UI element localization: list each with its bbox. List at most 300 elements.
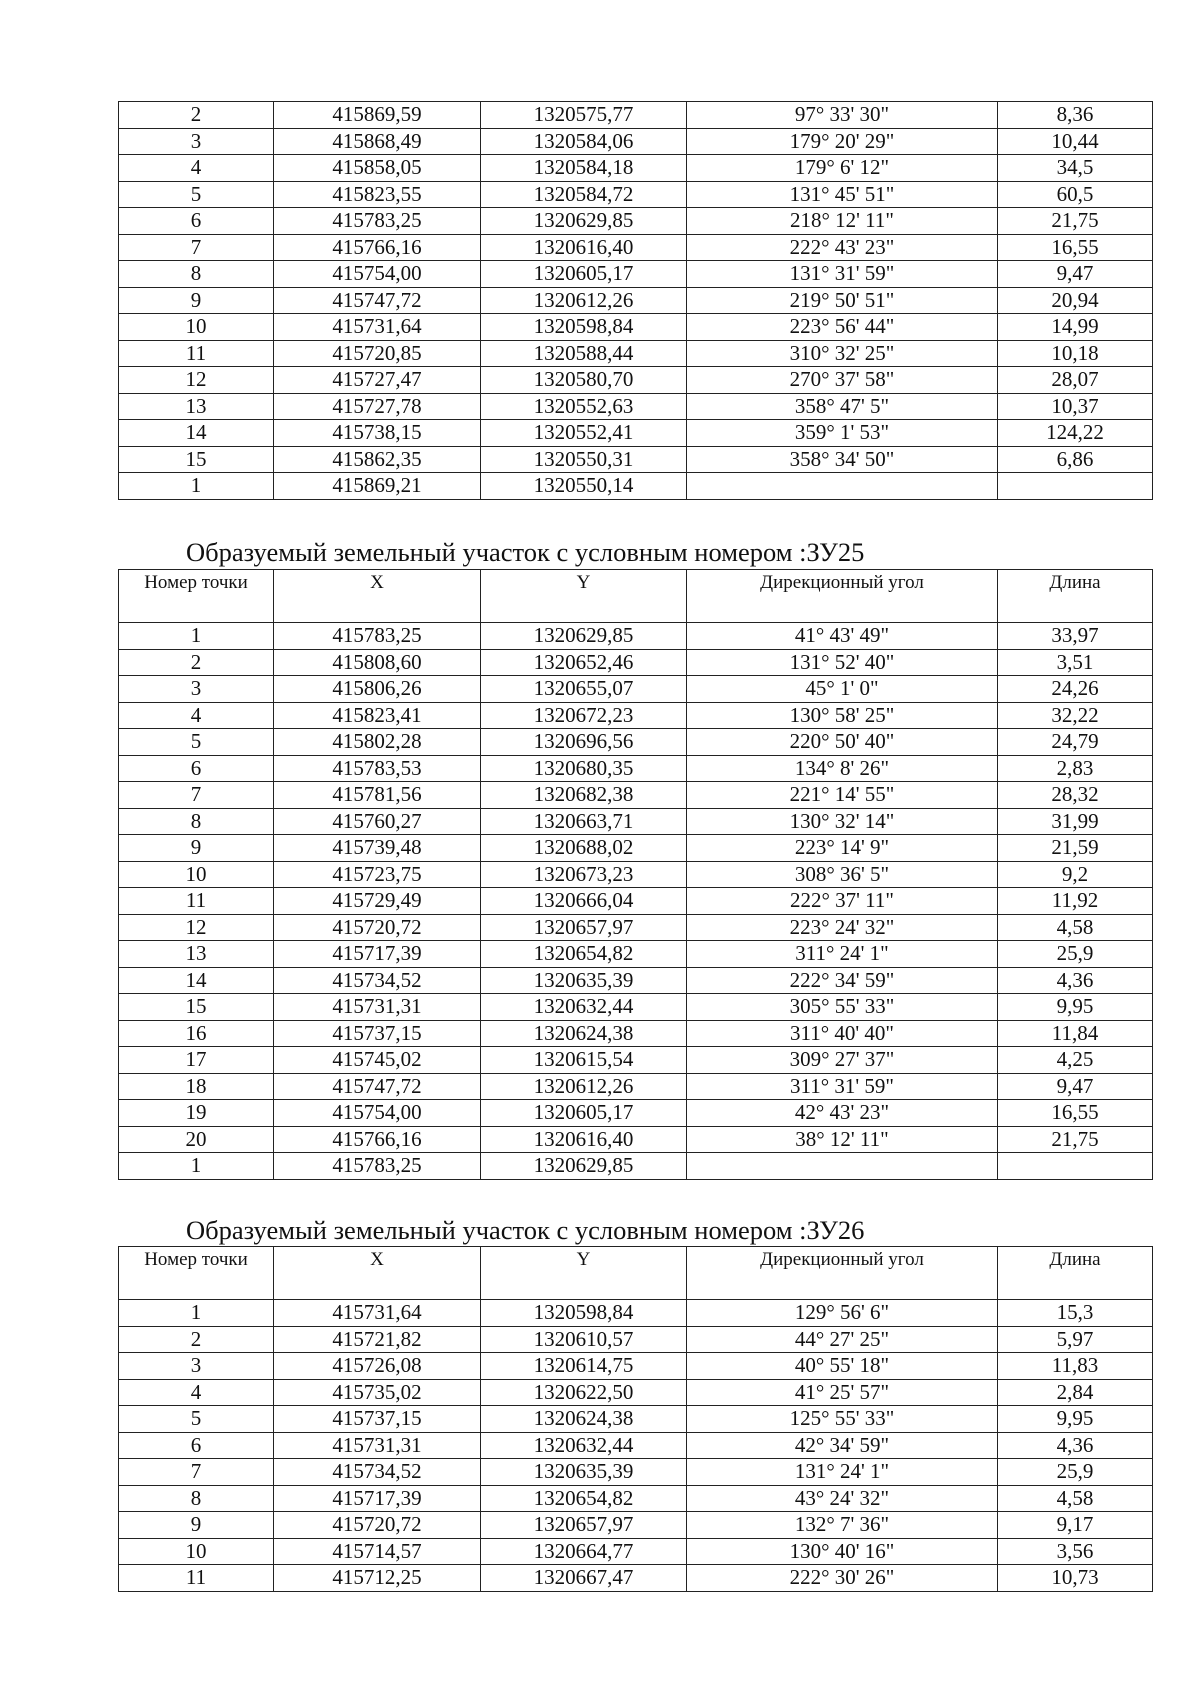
cell-length: 11,84 xyxy=(998,1020,1153,1047)
cell-bearing: 42° 34' 59" xyxy=(687,1432,998,1459)
cell-y: 1320612,26 xyxy=(481,287,687,314)
table-row xyxy=(119,649,1153,676)
cell-length: 2,84 xyxy=(998,1379,1153,1406)
table-row xyxy=(119,623,1153,650)
cell-x: 415721,82 xyxy=(274,1326,481,1353)
cell-x: 415727,78 xyxy=(274,393,481,420)
cell-y: 1320552,41 xyxy=(481,420,687,447)
table-row xyxy=(119,941,1153,968)
cell-y: 1320654,82 xyxy=(481,941,687,968)
cell-point-number: 15 xyxy=(119,994,274,1021)
cell-bearing: 134° 8' 26" xyxy=(687,755,998,782)
cell-x: 415869,21 xyxy=(274,473,481,500)
cell-x: 415869,59 xyxy=(274,102,481,129)
cell-bearing: 222° 37' 11" xyxy=(687,888,998,915)
cell-length: 4,58 xyxy=(998,914,1153,941)
cell-y: 1320654,82 xyxy=(481,1485,687,1512)
cell-y: 1320629,85 xyxy=(481,623,687,650)
cell-x: 415735,02 xyxy=(274,1379,481,1406)
table-row xyxy=(119,755,1153,782)
cell-x: 415760,27 xyxy=(274,808,481,835)
cell-y: 1320584,72 xyxy=(481,181,687,208)
cell-x: 415783,25 xyxy=(274,1153,481,1180)
cell-x: 415726,08 xyxy=(274,1353,481,1380)
cell-length: 6,86 xyxy=(998,446,1153,473)
cell-x: 415729,49 xyxy=(274,888,481,915)
cell-bearing: 131° 45' 51" xyxy=(687,181,998,208)
cell-point-number: 10 xyxy=(119,861,274,888)
cell-y: 1320552,63 xyxy=(481,393,687,420)
cell-point-number: 1 xyxy=(119,473,274,500)
cell-y: 1320629,85 xyxy=(481,208,687,235)
cell-length: 16,55 xyxy=(998,234,1153,261)
cell-y: 1320584,18 xyxy=(481,155,687,182)
cell-bearing: 220° 50' 40" xyxy=(687,729,998,756)
cell-length: 2,83 xyxy=(998,755,1153,782)
table-row xyxy=(119,367,1153,394)
cell-length: 3,51 xyxy=(998,649,1153,676)
cell-x: 415747,72 xyxy=(274,1073,481,1100)
cell-point-number: 6 xyxy=(119,755,274,782)
cell-x: 415739,48 xyxy=(274,835,481,862)
table-row xyxy=(119,1153,1153,1180)
cell-point-number: 5 xyxy=(119,1406,274,1433)
cell-x: 415731,31 xyxy=(274,1432,481,1459)
cell-x: 415720,85 xyxy=(274,340,481,367)
cell-point-number: 19 xyxy=(119,1100,274,1127)
cell-bearing: 305° 55' 33" xyxy=(687,994,998,1021)
cell-point-number: 10 xyxy=(119,314,274,341)
cell-bearing: 218° 12' 11" xyxy=(687,208,998,235)
cell-bearing: 223° 24' 32" xyxy=(687,914,998,941)
header-point-number: Номер точки xyxy=(119,1247,274,1300)
cell-bearing: 97° 33' 30" xyxy=(687,102,998,129)
cell-bearing xyxy=(687,1153,998,1180)
header-point-number: Номер точки xyxy=(119,570,274,623)
cell-bearing: 310° 32' 25" xyxy=(687,340,998,367)
cell-y: 1320696,56 xyxy=(481,729,687,756)
cell-point-number: 8 xyxy=(119,261,274,288)
table-body xyxy=(119,102,1153,500)
header-length: Длина xyxy=(998,1247,1153,1300)
cell-length: 10,44 xyxy=(998,128,1153,155)
cell-point-number: 3 xyxy=(119,676,274,703)
cell-bearing: 131° 31' 59" xyxy=(687,261,998,288)
cell-length: 60,5 xyxy=(998,181,1153,208)
table-row xyxy=(119,234,1153,261)
cell-bearing: 179° 6' 12" xyxy=(687,155,998,182)
cell-y: 1320580,70 xyxy=(481,367,687,394)
cell-y: 1320624,38 xyxy=(481,1020,687,1047)
cell-y: 1320635,39 xyxy=(481,1459,687,1486)
header-x: X xyxy=(274,570,481,623)
cell-x: 415712,25 xyxy=(274,1565,481,1592)
table-row xyxy=(119,102,1153,129)
table-row xyxy=(119,473,1153,500)
table-row xyxy=(119,676,1153,703)
cell-length: 9,95 xyxy=(998,994,1153,1021)
cell-y: 1320588,44 xyxy=(481,340,687,367)
cell-bearing: 44° 27' 25" xyxy=(687,1326,998,1353)
cell-length: 21,75 xyxy=(998,208,1153,235)
cell-bearing: 43° 24' 32" xyxy=(687,1485,998,1512)
coordinates-table-zu25 xyxy=(118,569,1153,1180)
header-row xyxy=(119,570,1153,623)
cell-bearing: 38° 12' 11" xyxy=(687,1126,998,1153)
cell-x: 415720,72 xyxy=(274,914,481,941)
cell-y: 1320550,31 xyxy=(481,446,687,473)
cell-length: 24,79 xyxy=(998,729,1153,756)
cell-length: 9,47 xyxy=(998,261,1153,288)
cell-bearing: 40° 55' 18" xyxy=(687,1353,998,1380)
cell-point-number: 6 xyxy=(119,1432,274,1459)
cell-y: 1320605,17 xyxy=(481,1100,687,1127)
header-y: Y xyxy=(481,1247,687,1300)
cell-bearing: 219° 50' 51" xyxy=(687,287,998,314)
cell-point-number: 2 xyxy=(119,649,274,676)
cell-bearing: 358° 47' 5" xyxy=(687,393,998,420)
cell-bearing: 222° 43' 23" xyxy=(687,234,998,261)
coordinates-table-zu26 xyxy=(118,1246,1153,1592)
cell-length: 15,3 xyxy=(998,1300,1153,1327)
cell-length: 16,55 xyxy=(998,1100,1153,1127)
table-row xyxy=(119,888,1153,915)
cell-bearing: 359° 1' 53" xyxy=(687,420,998,447)
cell-length: 10,73 xyxy=(998,1565,1153,1592)
cell-y: 1320652,46 xyxy=(481,649,687,676)
table-row xyxy=(119,914,1153,941)
cell-point-number: 18 xyxy=(119,1073,274,1100)
cell-point-number: 14 xyxy=(119,420,274,447)
cell-point-number: 9 xyxy=(119,835,274,862)
cell-bearing: 223° 56' 44" xyxy=(687,314,998,341)
cell-y: 1320550,14 xyxy=(481,473,687,500)
cell-length: 10,18 xyxy=(998,340,1153,367)
cell-point-number: 17 xyxy=(119,1047,274,1074)
cell-x: 415868,49 xyxy=(274,128,481,155)
cell-point-number: 2 xyxy=(119,1326,274,1353)
cell-point-number: 4 xyxy=(119,702,274,729)
cell-length: 14,99 xyxy=(998,314,1153,341)
cell-bearing: 130° 32' 14" xyxy=(687,808,998,835)
table-row xyxy=(119,1485,1153,1512)
cell-point-number: 12 xyxy=(119,367,274,394)
table-row xyxy=(119,1406,1153,1433)
cell-x: 415737,15 xyxy=(274,1020,481,1047)
cell-point-number: 13 xyxy=(119,393,274,420)
cell-y: 1320616,40 xyxy=(481,234,687,261)
cell-length: 25,9 xyxy=(998,1459,1153,1486)
cell-length: 33,97 xyxy=(998,623,1153,650)
cell-length xyxy=(998,1153,1153,1180)
cell-bearing: 222° 34' 59" xyxy=(687,967,998,994)
cell-bearing xyxy=(687,473,998,500)
cell-point-number: 9 xyxy=(119,1512,274,1539)
cell-bearing: 308° 36' 5" xyxy=(687,861,998,888)
table-row xyxy=(119,420,1153,447)
cell-x: 415734,52 xyxy=(274,967,481,994)
header-length: Длина xyxy=(998,570,1153,623)
cell-y: 1320632,44 xyxy=(481,994,687,1021)
table-row xyxy=(119,861,1153,888)
cell-x: 415734,52 xyxy=(274,1459,481,1486)
cell-bearing: 222° 30' 26" xyxy=(687,1565,998,1592)
cell-y: 1320635,39 xyxy=(481,967,687,994)
cell-point-number: 10 xyxy=(119,1538,274,1565)
cell-x: 415808,60 xyxy=(274,649,481,676)
cell-point-number: 11 xyxy=(119,340,274,367)
cell-bearing: 221° 14' 55" xyxy=(687,782,998,809)
header-y: Y xyxy=(481,570,687,623)
cell-x: 415727,47 xyxy=(274,367,481,394)
cell-length: 9,2 xyxy=(998,861,1153,888)
cell-y: 1320657,97 xyxy=(481,914,687,941)
table-row xyxy=(119,967,1153,994)
cell-y: 1320657,97 xyxy=(481,1512,687,1539)
cell-length: 8,36 xyxy=(998,102,1153,129)
table-row xyxy=(119,1126,1153,1153)
cell-point-number: 11 xyxy=(119,888,274,915)
cell-x: 415766,16 xyxy=(274,1126,481,1153)
table-row xyxy=(119,1047,1153,1074)
cell-y: 1320655,07 xyxy=(481,676,687,703)
cell-length: 5,97 xyxy=(998,1326,1153,1353)
cell-bearing: 311° 24' 1" xyxy=(687,941,998,968)
table-row xyxy=(119,314,1153,341)
cell-point-number: 15 xyxy=(119,446,274,473)
cell-y: 1320629,85 xyxy=(481,1153,687,1180)
cell-x: 415731,64 xyxy=(274,314,481,341)
cell-point-number: 7 xyxy=(119,782,274,809)
header-bearing: Дирекционный угол xyxy=(687,570,998,623)
section-heading-zu26: Образуемый земельный участок с условным номером :ЗУ26 xyxy=(186,1215,865,1245)
cell-bearing: 130° 40' 16" xyxy=(687,1538,998,1565)
cell-bearing: 130° 58' 25" xyxy=(687,702,998,729)
cell-bearing: 41° 25' 57" xyxy=(687,1379,998,1406)
table-body xyxy=(119,623,1153,1180)
cell-bearing: 358° 34' 50" xyxy=(687,446,998,473)
table-row xyxy=(119,1300,1153,1327)
cell-x: 415806,26 xyxy=(274,676,481,703)
cell-x: 415738,15 xyxy=(274,420,481,447)
table-row xyxy=(119,1538,1153,1565)
section-heading-zu25: Образуемый земельный участок с условным номером :ЗУ25 xyxy=(186,537,865,567)
cell-bearing: 311° 40' 40" xyxy=(687,1020,998,1047)
cell-y: 1320598,84 xyxy=(481,314,687,341)
cell-point-number: 5 xyxy=(119,181,274,208)
cell-length: 25,9 xyxy=(998,941,1153,968)
cell-x: 415723,75 xyxy=(274,861,481,888)
cell-length: 31,99 xyxy=(998,808,1153,835)
table-row xyxy=(119,1512,1153,1539)
cell-point-number: 1 xyxy=(119,1300,274,1327)
header-x: X xyxy=(274,1247,481,1300)
table-row xyxy=(119,994,1153,1021)
cell-y: 1320624,38 xyxy=(481,1406,687,1433)
cell-y: 1320575,77 xyxy=(481,102,687,129)
cell-y: 1320598,84 xyxy=(481,1300,687,1327)
cell-bearing: 311° 31' 59" xyxy=(687,1073,998,1100)
cell-y: 1320614,75 xyxy=(481,1353,687,1380)
table-row xyxy=(119,782,1153,809)
cell-point-number: 7 xyxy=(119,234,274,261)
cell-length xyxy=(998,473,1153,500)
cell-x: 415862,35 xyxy=(274,446,481,473)
cell-point-number: 11 xyxy=(119,1565,274,1592)
cell-point-number: 4 xyxy=(119,1379,274,1406)
cell-bearing: 223° 14' 9" xyxy=(687,835,998,862)
cell-point-number: 5 xyxy=(119,729,274,756)
cell-length: 28,32 xyxy=(998,782,1153,809)
cell-x: 415781,56 xyxy=(274,782,481,809)
cell-point-number: 6 xyxy=(119,208,274,235)
cell-y: 1320688,02 xyxy=(481,835,687,862)
cell-point-number: 3 xyxy=(119,1353,274,1380)
cell-point-number: 2 xyxy=(119,102,274,129)
cell-y: 1320680,35 xyxy=(481,755,687,782)
cell-x: 415802,28 xyxy=(274,729,481,756)
table-row xyxy=(119,1100,1153,1127)
cell-length: 124,22 xyxy=(998,420,1153,447)
cell-length: 10,37 xyxy=(998,393,1153,420)
cell-point-number: 8 xyxy=(119,808,274,835)
cell-x: 415766,16 xyxy=(274,234,481,261)
cell-y: 1320612,26 xyxy=(481,1073,687,1100)
table-row xyxy=(119,1459,1153,1486)
cell-bearing: 41° 43' 49" xyxy=(687,623,998,650)
cell-point-number: 9 xyxy=(119,287,274,314)
table-row xyxy=(119,1326,1153,1353)
table-row xyxy=(119,729,1153,756)
cell-y: 1320673,23 xyxy=(481,861,687,888)
cell-length: 11,83 xyxy=(998,1353,1153,1380)
table-row xyxy=(119,181,1153,208)
cell-point-number: 16 xyxy=(119,1020,274,1047)
cell-y: 1320666,04 xyxy=(481,888,687,915)
cell-length: 4,25 xyxy=(998,1047,1153,1074)
table-row xyxy=(119,1073,1153,1100)
cell-y: 1320616,40 xyxy=(481,1126,687,1153)
cell-length: 4,36 xyxy=(998,967,1153,994)
table-row xyxy=(119,1432,1153,1459)
cell-point-number: 8 xyxy=(119,1485,274,1512)
header-bearing: Дирекционный угол xyxy=(687,1247,998,1300)
cell-y: 1320610,57 xyxy=(481,1326,687,1353)
table-header xyxy=(119,570,1153,623)
cell-length: 24,26 xyxy=(998,676,1153,703)
cell-bearing: 45° 1' 0" xyxy=(687,676,998,703)
cell-x: 415720,72 xyxy=(274,1512,481,1539)
cell-y: 1320632,44 xyxy=(481,1432,687,1459)
cell-bearing: 131° 52' 40" xyxy=(687,649,998,676)
table-row xyxy=(119,155,1153,182)
cell-x: 415783,25 xyxy=(274,623,481,650)
cell-x: 415731,31 xyxy=(274,994,481,1021)
cell-bearing: 132° 7' 36" xyxy=(687,1512,998,1539)
table-row xyxy=(119,1565,1153,1592)
cell-x: 415745,02 xyxy=(274,1047,481,1074)
cell-x: 415823,41 xyxy=(274,702,481,729)
cell-bearing: 129° 56' 6" xyxy=(687,1300,998,1327)
cell-x: 415737,15 xyxy=(274,1406,481,1433)
cell-y: 1320584,06 xyxy=(481,128,687,155)
cell-length: 9,47 xyxy=(998,1073,1153,1100)
table-row xyxy=(119,446,1153,473)
cell-x: 415783,53 xyxy=(274,755,481,782)
cell-y: 1320615,54 xyxy=(481,1047,687,1074)
cell-point-number: 3 xyxy=(119,128,274,155)
cell-length: 28,07 xyxy=(998,367,1153,394)
table-header xyxy=(119,1247,1153,1300)
cell-bearing: 270° 37' 58" xyxy=(687,367,998,394)
cell-length: 20,94 xyxy=(998,287,1153,314)
cell-point-number: 7 xyxy=(119,1459,274,1486)
cell-x: 415858,05 xyxy=(274,155,481,182)
header-row xyxy=(119,1247,1153,1300)
table-row xyxy=(119,261,1153,288)
cell-length: 21,75 xyxy=(998,1126,1153,1153)
cell-length: 11,92 xyxy=(998,888,1153,915)
cell-length: 3,56 xyxy=(998,1538,1153,1565)
table-row xyxy=(119,393,1153,420)
table-row xyxy=(119,808,1153,835)
cell-point-number: 13 xyxy=(119,941,274,968)
cell-x: 415754,00 xyxy=(274,1100,481,1127)
cell-point-number: 4 xyxy=(119,155,274,182)
table-row xyxy=(119,1379,1153,1406)
cell-length: 21,59 xyxy=(998,835,1153,862)
cell-length: 4,58 xyxy=(998,1485,1153,1512)
cell-y: 1320622,50 xyxy=(481,1379,687,1406)
cell-y: 1320682,38 xyxy=(481,782,687,809)
table-row xyxy=(119,835,1153,862)
cell-length: 34,5 xyxy=(998,155,1153,182)
cell-point-number: 14 xyxy=(119,967,274,994)
cell-x: 415823,55 xyxy=(274,181,481,208)
cell-point-number: 1 xyxy=(119,623,274,650)
cell-x: 415731,64 xyxy=(274,1300,481,1327)
table-row xyxy=(119,128,1153,155)
cell-bearing: 42° 43' 23" xyxy=(687,1100,998,1127)
cell-length: 4,36 xyxy=(998,1432,1153,1459)
cell-x: 415783,25 xyxy=(274,208,481,235)
table-row xyxy=(119,1020,1153,1047)
cell-point-number: 1 xyxy=(119,1153,274,1180)
cell-length: 9,95 xyxy=(998,1406,1153,1433)
cell-point-number: 12 xyxy=(119,914,274,941)
cell-y: 1320672,23 xyxy=(481,702,687,729)
cell-x: 415717,39 xyxy=(274,1485,481,1512)
cell-bearing: 179° 20' 29" xyxy=(687,128,998,155)
table-row xyxy=(119,287,1153,314)
cell-length: 9,17 xyxy=(998,1512,1153,1539)
cell-bearing: 131° 24' 1" xyxy=(687,1459,998,1486)
cell-bearing: 309° 27' 37" xyxy=(687,1047,998,1074)
cell-y: 1320667,47 xyxy=(481,1565,687,1592)
table-row xyxy=(119,208,1153,235)
cell-bearing: 125° 55' 33" xyxy=(687,1406,998,1433)
table-row xyxy=(119,340,1153,367)
cell-length: 32,22 xyxy=(998,702,1153,729)
cell-y: 1320663,71 xyxy=(481,808,687,835)
cell-x: 415717,39 xyxy=(274,941,481,968)
table-row xyxy=(119,702,1153,729)
table-body xyxy=(119,1300,1153,1592)
cell-y: 1320664,77 xyxy=(481,1538,687,1565)
cell-x: 415754,00 xyxy=(274,261,481,288)
cell-point-number: 20 xyxy=(119,1126,274,1153)
coordinates-table-continued xyxy=(118,101,1153,500)
